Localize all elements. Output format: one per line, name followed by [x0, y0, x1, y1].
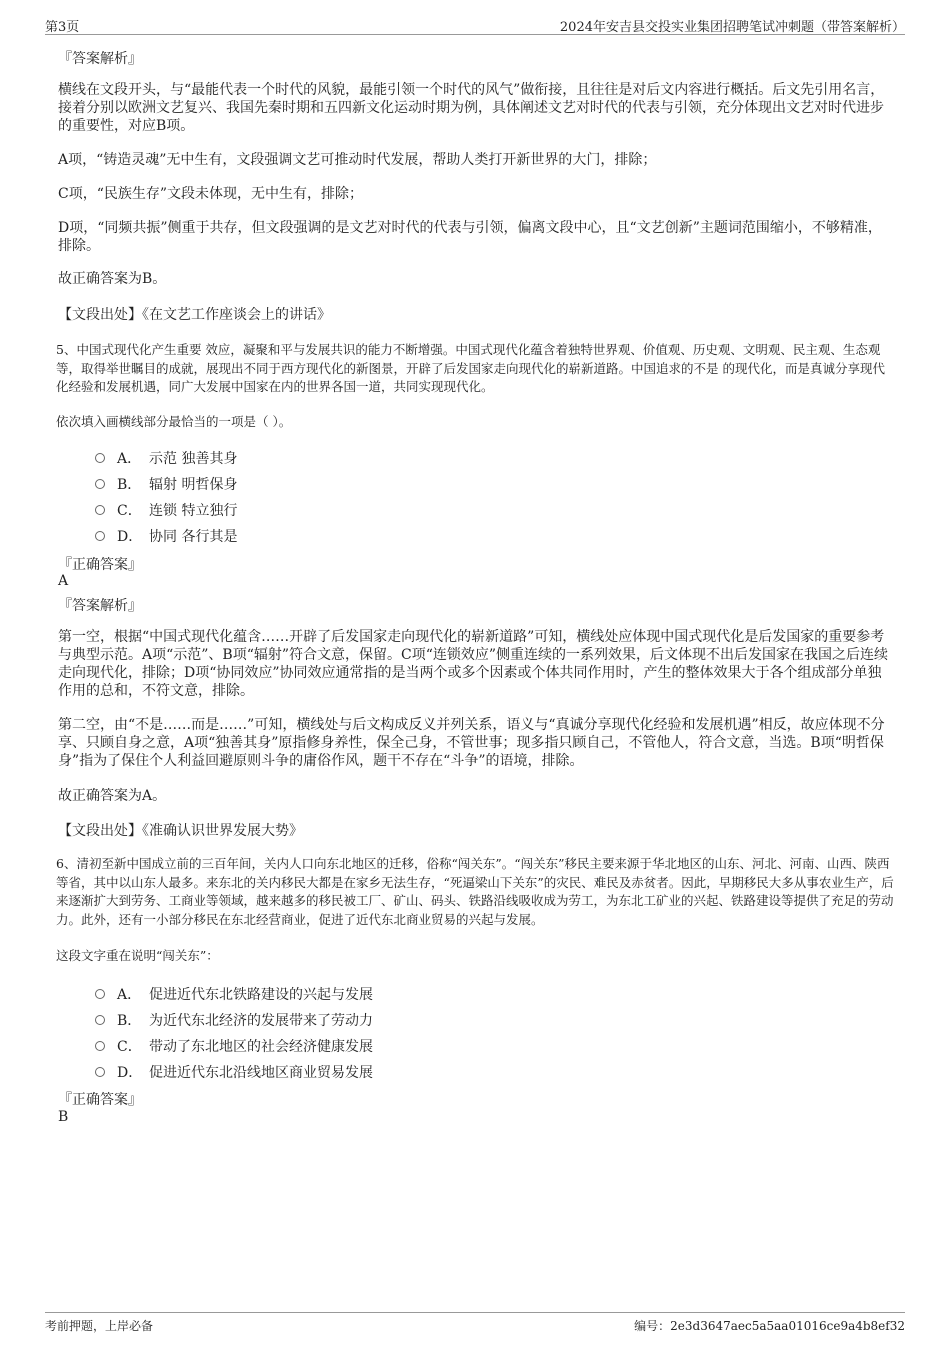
option-a[interactable]: A． 示范 独善其身 — [95, 448, 237, 470]
radio-icon[interactable] — [95, 989, 105, 999]
document-title: 2024年安吉县交投实业集团招聘笔试冲刺题（带答案解析） — [559, 20, 905, 35]
question-prompt: 这段文字重在说明“闯关东”： — [56, 948, 219, 963]
analysis-paragraph: 横线在文段开头，与“最能代表一个时代的风貌，最能引领一个时代的风气”做衔接，且往往是对后文内容进行概括。后文先引用名言，接着分别以欧洲文艺复兴、我国先秦时期和五四新文化运动时期为例，具体阐述文艺对时代的代表与引领，充分体现出文艺对时代进步的重要性，对应B项。 — [58, 82, 885, 134]
question-stem: 5、中国式现代化产生重要 效应，凝聚和平与发展共识的能力不断增强。中国式现代化蕴含着独特世界观、价值观、历史观、文明观、民主观、生态观等，取得举世瞩目的成就，展现出不同于西方现代化的新图景，开辟了后发国家走向现代化的崭新道路。中国追求的不是 的现代化，而是真诚分享现代化经验和发展机遇，同广大发展中国家在内的世界各国一道，共同实现现代化。 — [56, 342, 885, 394]
radio-icon[interactable] — [95, 505, 105, 515]
analysis-paragraph: D项，“同频共振”侧重于共存，但文段强调的是文艺对时代的代表与引领，偏离文段中心，且“文艺创新”主题词范围缩小，不够精准，排除。 — [58, 220, 882, 254]
footer-slogan: 考前押题，上岸必备 — [45, 1319, 154, 1333]
radio-icon[interactable] — [95, 1015, 105, 1025]
analysis-paragraph: 第二空，由“不是……而是……”可知，横线处与后文构成反义并列关系，语义与“真诚分享现代化经验和发展机遇”相反，故应体现不分享、只顾自身之意，A项“独善其身”原指修身养性，保全己身，不管世事；现多指只顾自己，不管他人，符合文意，当选。B项“明哲保身”指为了保住个人利益回避原则斗争的庸俗作风，题干不存在“斗争”的语境，排除。 — [58, 717, 885, 769]
analysis-paragraph: C项，“民族生存”文段未体现，无中生有，排除； — [58, 186, 364, 202]
analysis-paragraph: 第一空，根据“中国式现代化蕴含……开辟了后发国家走向现代化的崭新道路”可知，横线处应体现中国式现代化是后发国家的重要参考与典型示范。A项“示范”、B项“辐射”符合文意，保留。C项“连锁效应”侧重连续的一系列效果，后文体现不出后发国家在我国之后连续走向现代化，排除；D项“协同效应”协同效应通常指的是当两个或多个因素或个体共同作用时，产生的整体效果大于各个组成部分单独作用的总和，不符文意，排除。 — [58, 629, 889, 699]
radio-icon[interactable] — [95, 531, 105, 541]
option-a[interactable]: A． 促进近代东北铁路建设的兴起与发展 — [95, 984, 373, 1006]
question-stem: 6、清初至新中国成立前的三百年间，关内人口向东北地区的迁移，俗称“闯关东”。“闯关东”移民主要来源于华北地区的山东、河北、河南、山西、陕西等省，其中以山东人最多。来东北的关内移民大都是在家乡无法生存，“死逼梁山下关东”的灾民、难民及赤贫者。因此，早期移民大多从事农业生产，后来逐渐扩大到劳务、工商业等领域，越来越多的移民被工厂、矿山、码头、铁路沿线吸收成为劳工，为东北工矿业的兴起、铁路建设等提供了充足的劳动力。此外，还有一小部分移民在东北经营商业，促进了近代东北商业贸易的兴起与发展。 — [56, 856, 894, 927]
option-c[interactable]: C． 连锁 特立独行 — [95, 500, 237, 522]
option-c[interactable]: C． 带动了东北地区的社会经济健康发展 — [95, 1036, 373, 1058]
option-d[interactable]: D． 协同 各行其是 — [95, 526, 237, 548]
passage-source: 【文段出处】《准确认识世界发展大势》 — [58, 823, 303, 839]
analysis-conclusion: 故正确答案为B。 — [58, 271, 167, 287]
question-prompt: 依次填入画横线部分最恰当的一项是（ ）。 — [56, 414, 292, 429]
answer-label: 『正确答案』 — [58, 1092, 142, 1108]
radio-icon[interactable] — [95, 479, 105, 489]
analysis-label: 『答案解析』 — [58, 598, 142, 614]
page-number: 第3页 — [45, 20, 80, 35]
option-d[interactable]: D． 促进近代东北沿线地区商业贸易发展 — [95, 1062, 373, 1084]
page-header — [45, 14, 905, 35]
passage-source: 【文段出处】《在文艺工作座谈会上的讲话》 — [58, 307, 331, 323]
answer-label: 『正确答案』 — [58, 557, 142, 573]
analysis-conclusion: 故正确答案为A。 — [58, 788, 167, 804]
analysis-paragraph: A项，“铸造灵魂”无中生有，文段强调文艺可推动时代发展，帮助人类打开新世界的大门，排除； — [58, 152, 657, 168]
analysis-label: 『答案解析』 — [58, 51, 142, 67]
radio-icon[interactable] — [95, 453, 105, 463]
radio-icon[interactable] — [95, 1067, 105, 1077]
radio-icon[interactable] — [95, 1041, 105, 1051]
document-id: 编号：2e3d3647aec5a5aa01016ce9a4b8ef32 — [634, 1319, 905, 1333]
page-footer — [45, 1312, 905, 1337]
answer-value: A — [58, 573, 69, 589]
answer-value: B — [58, 1109, 69, 1125]
option-b[interactable]: B． 辐射 明哲保身 — [95, 474, 237, 496]
option-b[interactable]: B． 为近代东北经济的发展带来了劳动力 — [95, 1010, 373, 1032]
